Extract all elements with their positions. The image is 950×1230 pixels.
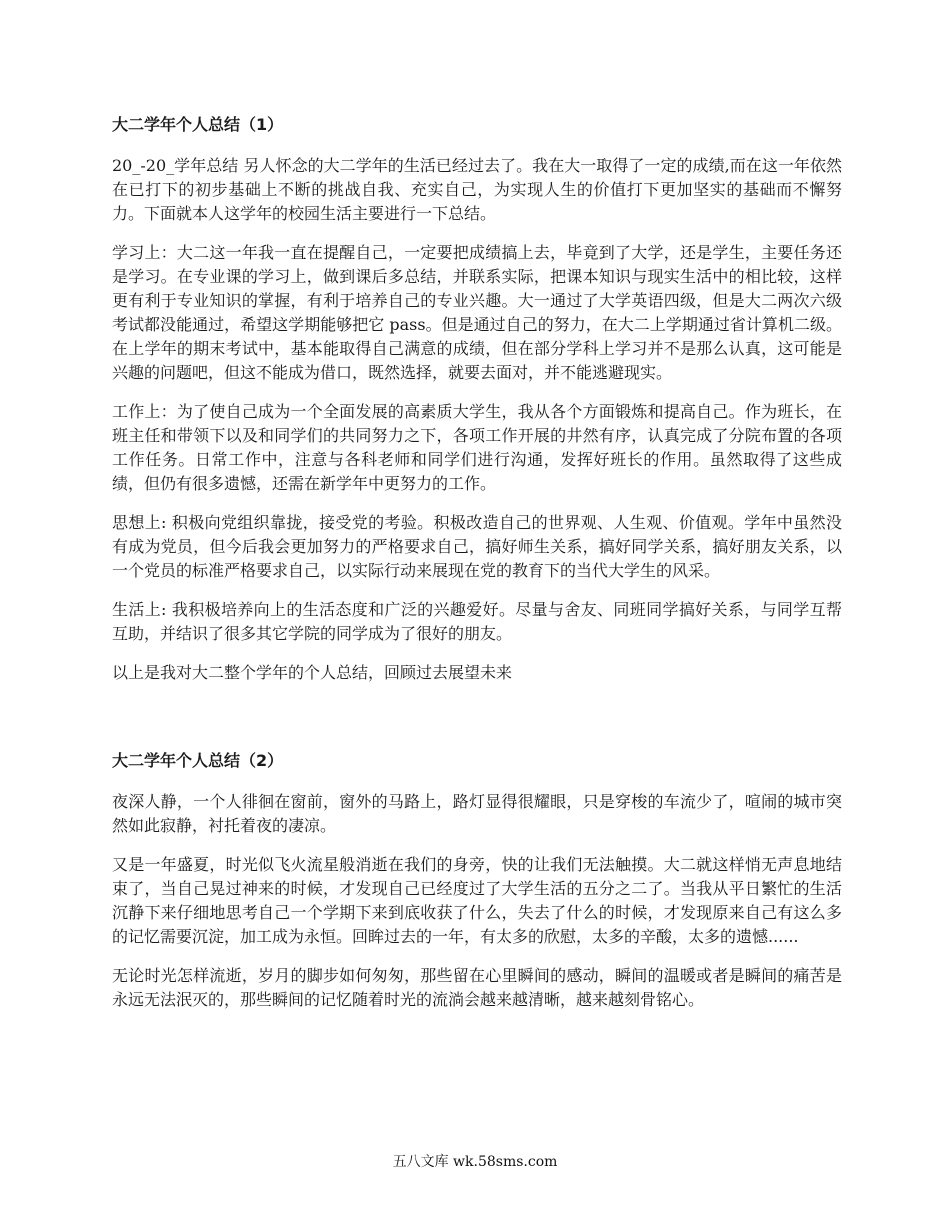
section-title: 大二学年个人总结（1） [112, 115, 284, 134]
section-1 [112, 112, 842, 685]
section-title: 大二学年个人总结（2） [112, 751, 284, 770]
section-divider-space [112, 700, 842, 748]
paragraph-memory: 无论时光怎样流逝，岁月的脚步如何匆匆，那些留在心里瞬间的感动，瞬间的温暖或者是瞬间的痛苦是永远无法泯灭的，那些瞬间的记忆随着时光的流淌会越来越清晰，越来越刻骨铭心。 [112, 966, 842, 1009]
paragraph-study: 学习上：大二这一年我一直在提醒自己，一定要把成绩搞上去，毕竟到了大学，还是学生，主要任务还是学习。在专业课的学习上，做到课后多总结，并联系实际，把课本知识与现实生活中的相比较，这样更有利于专业知识的掌握，有利于培养自己的专业兴趣。大一通过了大学英语四级，但是大二两次六级考试都没能通过，希望这学期能够把它 pass。但是通过自己的努力，在大二上学期通过省计算机二级。在上学年的期末考试中，基本能取得自己满意的成绩，但在部分学科上学习并不是那么认真，这可能是兴趣的问题吧，但这不能成为借口，既然选择，就要去面对，并不能逃避现实。 [112, 243, 842, 382]
paragraph-conclusion: 以上是我对大二整个学年的个人总结，回顾过去展望未来 [112, 663, 513, 682]
paragraph-work: 工作上：为了使自己成为一个全面发展的高素质大学生，我从各个方面锻炼和提高自己。作为班长，在班主任和带领下以及和同学们的共同努力之下，各项工作开展的井然有序，认真完成了分院布置的各项工作任务。日常工作中，注意与各科老师和同学们进行沟通，发挥好班长的作用。虽然取得了这些成绩，但仍有很多遗憾，还需在新学年中更努力的工作。 [112, 402, 842, 493]
footer-watermark: 五八文库 wk.58sms.com [392, 1154, 558, 1170]
paragraph-life: 生活上: 我积极培养向上的生活态度和广泛的兴趣爱好。尽量与舍友、同班同学搞好关系，与同学互帮互助，并结识了很多其它学院的同学成为了很好的朋友。 [112, 600, 842, 643]
document-page [112, 112, 842, 1027]
paragraph-intro: 20_-20_学年总结 另人怀念的大二学年的生活已经过去了。我在大一取得了一定的成绩,而在这一年依然在已打下的初步基础上不断的挑战自我、充实自己，为实现人生的价值打下更加坚实的基础而不懈努力。下面就本人这学年的校园生活主要进行一下总结。 [112, 156, 842, 223]
paragraph-summer: 又是一年盛夏，时光似飞火流星般消逝在我们的身旁，快的让我们无法触摸。大二就这样悄无声息地结束了，当自己晃过神来的时候，才发现自己已经度过了大学生活的五分之二了。当我从平日繁忙的生活沉静下来仔细地思考自己一个学期下来到底收获了什么，失去了什么的时候，才发现原来自己有这么多的记忆需要沉淀，加工成为永恒。回眸过去的一年，有太多的欣慰，太多的辛酸，太多的遗憾...... [112, 855, 842, 946]
section-2 [112, 748, 842, 1012]
paragraph-night: 夜深人静，一个人徘徊在窗前，窗外的马路上，路灯显得很耀眼，只是穿梭的车流少了，喧闹的城市突然如此寂静，衬托着夜的凄凉。 [112, 792, 842, 835]
paragraph-thought: 思想上: 积极向党组织靠拢，接受党的考验。积极改造自己的世界观、人生观、价值观。学年中虽然没有成为党员，但今后我会更加努力的严格要求自己，搞好师生关系，搞好同学关系，搞好朋友关系，以一个党员的标准严格要求自己，以实际行动来展现在党的教育下的当代大学生的风采。 [112, 513, 842, 580]
